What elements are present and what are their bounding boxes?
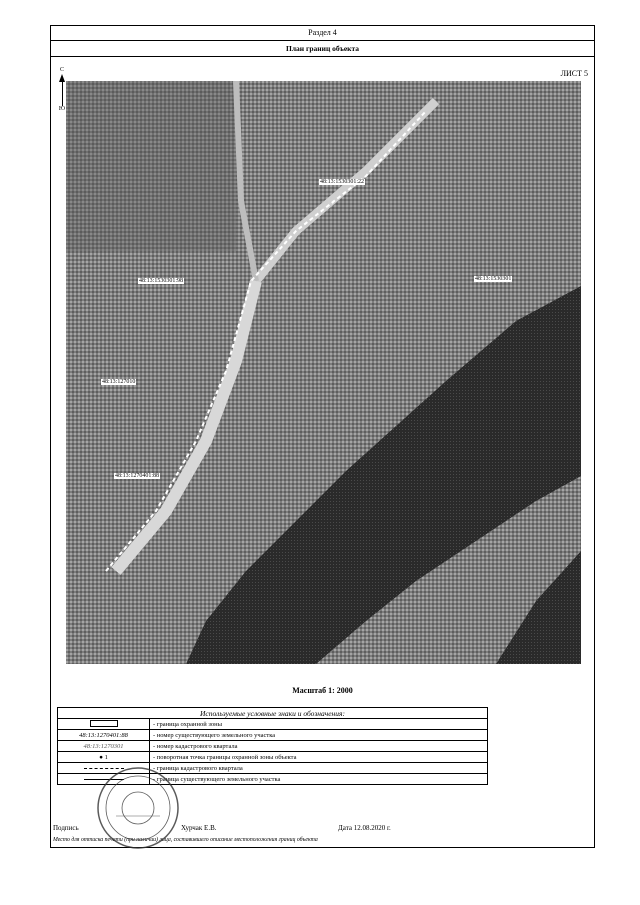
parcel-label: 48:13:1530301:22: [320, 179, 365, 185]
sheet-label: ЛИСТ 5: [560, 69, 588, 78]
parcel-label: 48:13:1530301: [475, 276, 512, 282]
section-header: Раздел 4: [51, 26, 594, 41]
legend-row: - граница существующего земельного участка: [58, 774, 488, 785]
legend-row: - граница кадастрового квартала: [58, 763, 488, 774]
field-area: [66, 81, 236, 251]
signer-name: Хурчак Е.В.: [181, 824, 217, 832]
parcel-label: 48:13:127010: [102, 379, 136, 385]
legend-row: - граница охранной зоны: [58, 719, 488, 730]
stamp-note: Место для оттиска печати (при наличии) лица, составившего описание местоположения границ объекта: [53, 837, 318, 843]
stamp-seal-icon: [96, 766, 180, 850]
zone-symbol-icon: [58, 719, 150, 730]
legend-row: 48:13:1270401:88 - номер существующего земельного участка: [58, 730, 488, 741]
legend-row: ● 1 - поворотная точка границы охранной зоны объекта: [58, 752, 488, 763]
scale-label: Масштаб 1: 2000: [292, 686, 353, 695]
map-svg: [66, 81, 581, 664]
signature-label: Подпись: [53, 824, 79, 832]
document-frame: [50, 25, 595, 848]
signature-date: Дата 12.08.2020 г.: [338, 824, 391, 832]
parcel-label: 48:13:1530301:98: [139, 278, 184, 284]
parcel-label: 48:13:1270401:88: [115, 473, 160, 479]
satellite-map[interactable]: [66, 81, 581, 664]
legend-row: 48:13:1270301 - номер кадастрового квартала: [58, 741, 488, 752]
south-letter: Ю: [58, 106, 66, 112]
north-letter: С: [59, 67, 64, 73]
plan-title: План границ объекта: [51, 42, 594, 57]
legend-title: Используемые условные знаки и обозначения:: [58, 708, 488, 719]
